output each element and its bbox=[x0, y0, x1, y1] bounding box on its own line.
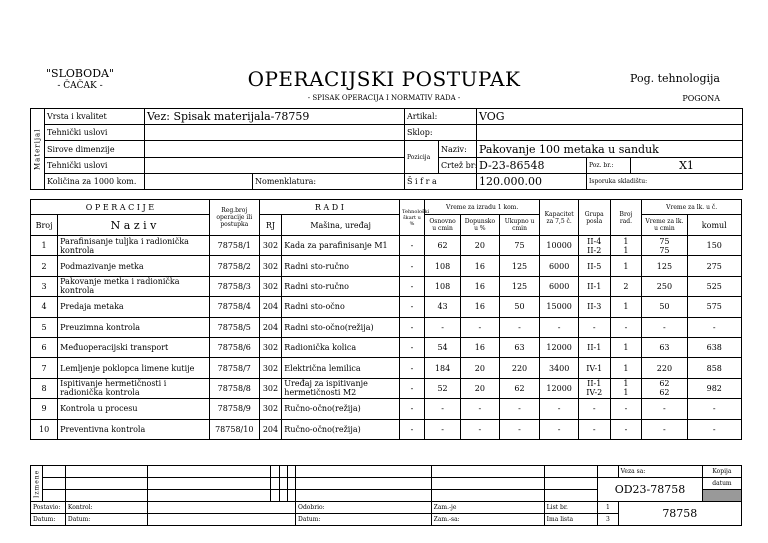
cell-dop: 16 bbox=[461, 256, 499, 276]
table-row bbox=[31, 399, 742, 419]
col-broj-rad: Broj rad. bbox=[610, 200, 642, 236]
cell-reg: 78758/6 bbox=[209, 337, 259, 357]
cell-reg: 78758/9 bbox=[209, 399, 259, 419]
cell-machine: Radni sto-ručno bbox=[282, 276, 400, 296]
cell-skart: - bbox=[400, 317, 425, 337]
cell-vz: 220 bbox=[642, 358, 687, 378]
col-radi: R A D I bbox=[259, 200, 399, 215]
zam-je-label: Zam.-je bbox=[431, 502, 544, 514]
col-ukupno: Ukupno u cmin bbox=[499, 215, 540, 236]
material-value-2 bbox=[145, 125, 405, 141]
cell-no: 7 bbox=[31, 358, 58, 378]
datum-label-1: Datum: bbox=[31, 514, 66, 526]
material-label-3: Sirove dimenzije bbox=[45, 141, 145, 158]
material-label-2: Tehnički uslovi bbox=[45, 125, 145, 141]
cell-name: Međuoperacijski transport bbox=[58, 337, 210, 357]
pozicija-label: Pozicija bbox=[405, 141, 439, 174]
cell-dop: - bbox=[461, 399, 499, 419]
cell-osn: - bbox=[424, 399, 460, 419]
crtez-label: Crtež br: bbox=[439, 158, 477, 174]
cell-brr: 1 bbox=[610, 297, 642, 317]
material-label-5: Količina za 1000 kom. bbox=[45, 174, 145, 190]
cell-rj: 302 bbox=[259, 256, 282, 276]
cell-vz: 62 62 bbox=[642, 378, 687, 398]
col-naziv: N a z i v bbox=[58, 215, 210, 236]
cell-uk: - bbox=[499, 399, 540, 419]
naziv-value: Pakovanje 100 metaka u sanduk bbox=[477, 141, 743, 158]
table-row bbox=[31, 276, 742, 296]
cell-no: 2 bbox=[31, 256, 58, 276]
cell-reg: 78758/8 bbox=[209, 378, 259, 398]
naziv-label: Naziv: bbox=[439, 141, 477, 158]
cell-grupa: II-5 bbox=[578, 256, 610, 276]
material-label-1: Vrsta i kvalitet bbox=[45, 109, 145, 125]
cell-kom: 525 bbox=[687, 276, 741, 296]
cell-reg: 78758/7 bbox=[209, 358, 259, 378]
cell-grupa: - bbox=[578, 419, 610, 439]
datum-col-label: datum bbox=[702, 478, 741, 490]
cell-no: 5 bbox=[31, 317, 58, 337]
cell-name: Pakovanje metka i radionička kontrola bbox=[58, 276, 210, 296]
company-name: "SLOBODA" bbox=[45, 67, 115, 80]
cell-brr: - bbox=[610, 317, 642, 337]
cell-kap: 10000 bbox=[540, 236, 578, 256]
cell-reg: 78758/3 bbox=[209, 276, 259, 296]
list-br-label: List br. bbox=[544, 502, 597, 514]
cell-kom: 150 bbox=[687, 236, 741, 256]
col-kapacitet: Kapacitet za 7,5 č. bbox=[540, 200, 578, 236]
cell-kap: - bbox=[540, 419, 578, 439]
cell-osn: - bbox=[424, 317, 460, 337]
izmene-label: Izmene bbox=[31, 466, 43, 502]
col-operacije: O P E R A C I J E bbox=[31, 200, 210, 215]
table-row bbox=[31, 297, 742, 317]
poz-label: Poz. br.: bbox=[587, 158, 631, 174]
cell-vz: - bbox=[642, 399, 687, 419]
cell-brr: 1 bbox=[610, 256, 642, 276]
cell-kap: - bbox=[540, 399, 578, 419]
col-osnovno: Osnovno u cmin bbox=[424, 215, 460, 236]
cell-grupa: - bbox=[578, 399, 610, 419]
cell-rj: 302 bbox=[259, 236, 282, 256]
cell-brr: 1 1 bbox=[610, 236, 642, 256]
cell-kom: 638 bbox=[687, 337, 741, 357]
sklop-value bbox=[477, 125, 743, 141]
cell-grupa: II-1 bbox=[578, 276, 610, 296]
cell-brr: 2 bbox=[610, 276, 642, 296]
cell-machine: Radni sto-očno(režija) bbox=[282, 317, 400, 337]
cell-machine: Uređaj za ispitivanje hermetičnosti M2 bbox=[282, 378, 400, 398]
cell-skart: - bbox=[400, 236, 425, 256]
cell-brr: 1 1 bbox=[610, 378, 642, 398]
cell-grupa: II-3 bbox=[578, 297, 610, 317]
cell-name: Podmazivanje metka bbox=[58, 256, 210, 276]
cell-grupa: II-1 bbox=[578, 337, 610, 357]
cell-name: Parafinisanje tuljka i radionička kontrola bbox=[58, 236, 210, 256]
cell-name: Preuzimna kontrola bbox=[58, 317, 210, 337]
cell-machine: Električna lemilica bbox=[282, 358, 400, 378]
cell-vz: - bbox=[642, 419, 687, 439]
col-reg: Reg.broj operacije ili postupka bbox=[209, 200, 259, 236]
cell-kap: 6000 bbox=[540, 256, 578, 276]
cell-rj: 204 bbox=[259, 297, 282, 317]
artikal-label: Artikal: bbox=[405, 109, 477, 125]
col-grupa: Grupa posla bbox=[578, 200, 610, 236]
cell-brr: 1 bbox=[610, 337, 642, 357]
material-value-3 bbox=[145, 141, 405, 158]
cell-skart: - bbox=[400, 378, 425, 398]
cell-uk: - bbox=[499, 317, 540, 337]
department-label: Pog. tehnologija bbox=[629, 72, 720, 85]
kontrol-value bbox=[148, 502, 296, 514]
cell-brr: - bbox=[610, 399, 642, 419]
cell-vz: 50 bbox=[642, 297, 687, 317]
material-value-5 bbox=[145, 174, 253, 190]
cell-rj: 204 bbox=[259, 317, 282, 337]
poz-value: X1 bbox=[631, 158, 743, 174]
sifra-label: Š i f r a bbox=[405, 174, 477, 190]
datum-label-3: Datum: bbox=[296, 514, 432, 526]
cell-uk: 125 bbox=[499, 276, 540, 296]
cell-osn: 43 bbox=[424, 297, 460, 317]
list-br-value: 1 bbox=[598, 502, 619, 514]
cell-grupa: II-1 IV-2 bbox=[578, 378, 610, 398]
material-value-4 bbox=[145, 158, 405, 174]
table-row bbox=[31, 358, 742, 378]
cell-rj: 302 bbox=[259, 378, 282, 398]
cell-rj: 302 bbox=[259, 399, 282, 419]
cell-name: Kontrola u procesu bbox=[58, 399, 210, 419]
cell-skart: - bbox=[400, 276, 425, 296]
cell-machine: Radionička kolica bbox=[282, 337, 400, 357]
material-value-1: Vez: Spisak materijala-78759 bbox=[145, 109, 405, 125]
cell-skart: - bbox=[400, 419, 425, 439]
cell-uk: 125 bbox=[499, 256, 540, 276]
cell-osn: 62 bbox=[424, 236, 460, 256]
cell-name: Lemljenje poklopca limene kutije bbox=[58, 358, 210, 378]
artikal-value: VOG bbox=[477, 109, 743, 125]
company-city: - ČAČAK - bbox=[57, 81, 103, 91]
cell-skart: - bbox=[400, 399, 425, 419]
cell-dop: 20 bbox=[461, 378, 499, 398]
cell-skart: - bbox=[400, 358, 425, 378]
footer-table bbox=[30, 465, 742, 526]
kopija-label: Kopija bbox=[702, 466, 741, 478]
cell-machine: Ručno-očno(režija) bbox=[282, 399, 400, 419]
cell-kap: 12000 bbox=[540, 337, 578, 357]
cell-brr: - bbox=[610, 419, 642, 439]
cell-uk: - bbox=[499, 419, 540, 439]
cell-grupa: II-4 II-2 bbox=[578, 236, 610, 256]
postavio-label: Postavio: bbox=[31, 502, 66, 514]
ima-lista-value: 3 bbox=[598, 514, 619, 526]
department-label-2: POGONA bbox=[682, 94, 720, 103]
material-section-label: Materijal bbox=[31, 109, 45, 190]
cell-vz: - bbox=[642, 317, 687, 337]
cell-skart: - bbox=[400, 256, 425, 276]
cell-grupa: - bbox=[578, 317, 610, 337]
col-broj: Broj bbox=[31, 215, 58, 236]
cell-no: 10 bbox=[31, 419, 58, 439]
cell-kom: 575 bbox=[687, 297, 741, 317]
cell-uk: 63 bbox=[499, 337, 540, 357]
cell-kom: 858 bbox=[687, 358, 741, 378]
operations-table bbox=[30, 199, 742, 440]
cell-kom: - bbox=[687, 419, 741, 439]
col-vreme-za: Vreme za lk. u cmin bbox=[642, 215, 687, 236]
isporuka-label: Isporuka skladištu: bbox=[587, 174, 743, 190]
cell-vz: 125 bbox=[642, 256, 687, 276]
zam-sa-label: Zam.-sa: bbox=[431, 514, 544, 526]
cell-rj: 302 bbox=[259, 358, 282, 378]
cell-kap: 6000 bbox=[540, 276, 578, 296]
cell-rj: 302 bbox=[259, 276, 282, 296]
cell-kom: - bbox=[687, 317, 741, 337]
cell-kap: - bbox=[540, 317, 578, 337]
cell-reg: 78758/4 bbox=[209, 297, 259, 317]
datum-label-2: Datum: bbox=[65, 514, 147, 526]
col-masina: Mašina, uređaj bbox=[282, 215, 400, 236]
table-row bbox=[31, 419, 742, 439]
cell-dop: 16 bbox=[461, 297, 499, 317]
cell-osn: 108 bbox=[424, 276, 460, 296]
cell-machine: Radni sto-očno bbox=[282, 297, 400, 317]
cell-uk: 75 bbox=[499, 236, 540, 256]
cell-rj: 204 bbox=[259, 419, 282, 439]
cell-osn: 108 bbox=[424, 256, 460, 276]
cell-osn: 54 bbox=[424, 337, 460, 357]
table-row bbox=[31, 236, 742, 256]
cell-osn: 184 bbox=[424, 358, 460, 378]
ima-lista-label: Ima lista bbox=[544, 514, 597, 526]
cell-kom: 982 bbox=[687, 378, 741, 398]
document-number: 78758 bbox=[618, 502, 741, 526]
sifra-value: 120.000.00 bbox=[477, 174, 587, 190]
cell-no: 9 bbox=[31, 399, 58, 419]
cell-kom: - bbox=[687, 399, 741, 419]
sklop-label: Sklop: bbox=[405, 125, 477, 141]
cell-name: Predaja metaka bbox=[58, 297, 210, 317]
cell-reg: 78758/2 bbox=[209, 256, 259, 276]
cell-kap: 15000 bbox=[540, 297, 578, 317]
document-title: OPERACIJSKI POSTUPAK bbox=[247, 67, 521, 91]
cell-machine: Radni sto-ručno bbox=[282, 256, 400, 276]
cell-kom: 275 bbox=[687, 256, 741, 276]
cell-osn: - bbox=[424, 419, 460, 439]
kontrol-label: Kontrol: bbox=[65, 502, 147, 514]
cell-dop: 20 bbox=[461, 236, 499, 256]
cell-grupa: IV-1 bbox=[578, 358, 610, 378]
material-label-4: Tehnički uslovi bbox=[45, 158, 145, 174]
cell-no: 8 bbox=[31, 378, 58, 398]
cell-uk: 62 bbox=[499, 378, 540, 398]
col-komul: komul bbox=[687, 215, 741, 236]
col-vreme-lk: Vreme za lk. u č. bbox=[642, 200, 742, 215]
cell-reg: 78758/1 bbox=[209, 236, 259, 256]
cell-no: 1 bbox=[31, 236, 58, 256]
cell-machine: Kada za parafinisanje M1 bbox=[282, 236, 400, 256]
cell-vz: 75 75 bbox=[642, 236, 687, 256]
cell-reg: 78758/10 bbox=[209, 419, 259, 439]
cell-uk: 220 bbox=[499, 358, 540, 378]
cell-dop: 16 bbox=[461, 276, 499, 296]
cell-kap: 3400 bbox=[540, 358, 578, 378]
cell-dop: 16 bbox=[461, 337, 499, 357]
cell-dop: - bbox=[461, 317, 499, 337]
veza-value: OD23-78758 bbox=[598, 478, 703, 502]
col-dopunsko: Dopunsko u % bbox=[461, 215, 499, 236]
cell-kap: 12000 bbox=[540, 378, 578, 398]
cell-vz: 250 bbox=[642, 276, 687, 296]
nomenklatura-label: Nomenklatura: bbox=[253, 174, 405, 190]
cell-no: 6 bbox=[31, 337, 58, 357]
table-row bbox=[31, 256, 742, 276]
cell-rj: 302 bbox=[259, 337, 282, 357]
cell-brr: 1 bbox=[610, 358, 642, 378]
col-vreme-izradu: Vreme za izradu 1 kom. bbox=[424, 200, 539, 215]
cell-skart: - bbox=[400, 297, 425, 317]
cell-name: Ispitivanje hermetičnosti i radionička kontrola bbox=[58, 378, 210, 398]
cell-no: 4 bbox=[31, 297, 58, 317]
cell-dop: - bbox=[461, 419, 499, 439]
cell-osn: 52 bbox=[424, 378, 460, 398]
veza-sa-label: Veza sa: bbox=[618, 466, 702, 478]
document-subtitle: - SPISAK OPERACIJA I NORMATIV RADA - bbox=[307, 94, 461, 102]
col-rj: RJ bbox=[259, 215, 282, 236]
col-skart: Tehnološki škart u % bbox=[400, 200, 425, 236]
table-row bbox=[31, 317, 742, 337]
cell-dop: 20 bbox=[461, 358, 499, 378]
table-row bbox=[31, 337, 742, 357]
cell-name: Preventivna kontrola bbox=[58, 419, 210, 439]
cell-machine: Ručno-očno(režija) bbox=[282, 419, 400, 439]
cell-reg: 78758/5 bbox=[209, 317, 259, 337]
odobrio-label: Odobrio: bbox=[296, 502, 432, 514]
cell-no: 3 bbox=[31, 276, 58, 296]
cell-vz: 63 bbox=[642, 337, 687, 357]
cell-skart: - bbox=[400, 337, 425, 357]
table-row bbox=[31, 378, 742, 398]
cell-uk: 50 bbox=[499, 297, 540, 317]
shaded-cell bbox=[702, 490, 741, 502]
crtez-value: D-23-86548 bbox=[477, 158, 587, 174]
material-table bbox=[30, 108, 743, 190]
